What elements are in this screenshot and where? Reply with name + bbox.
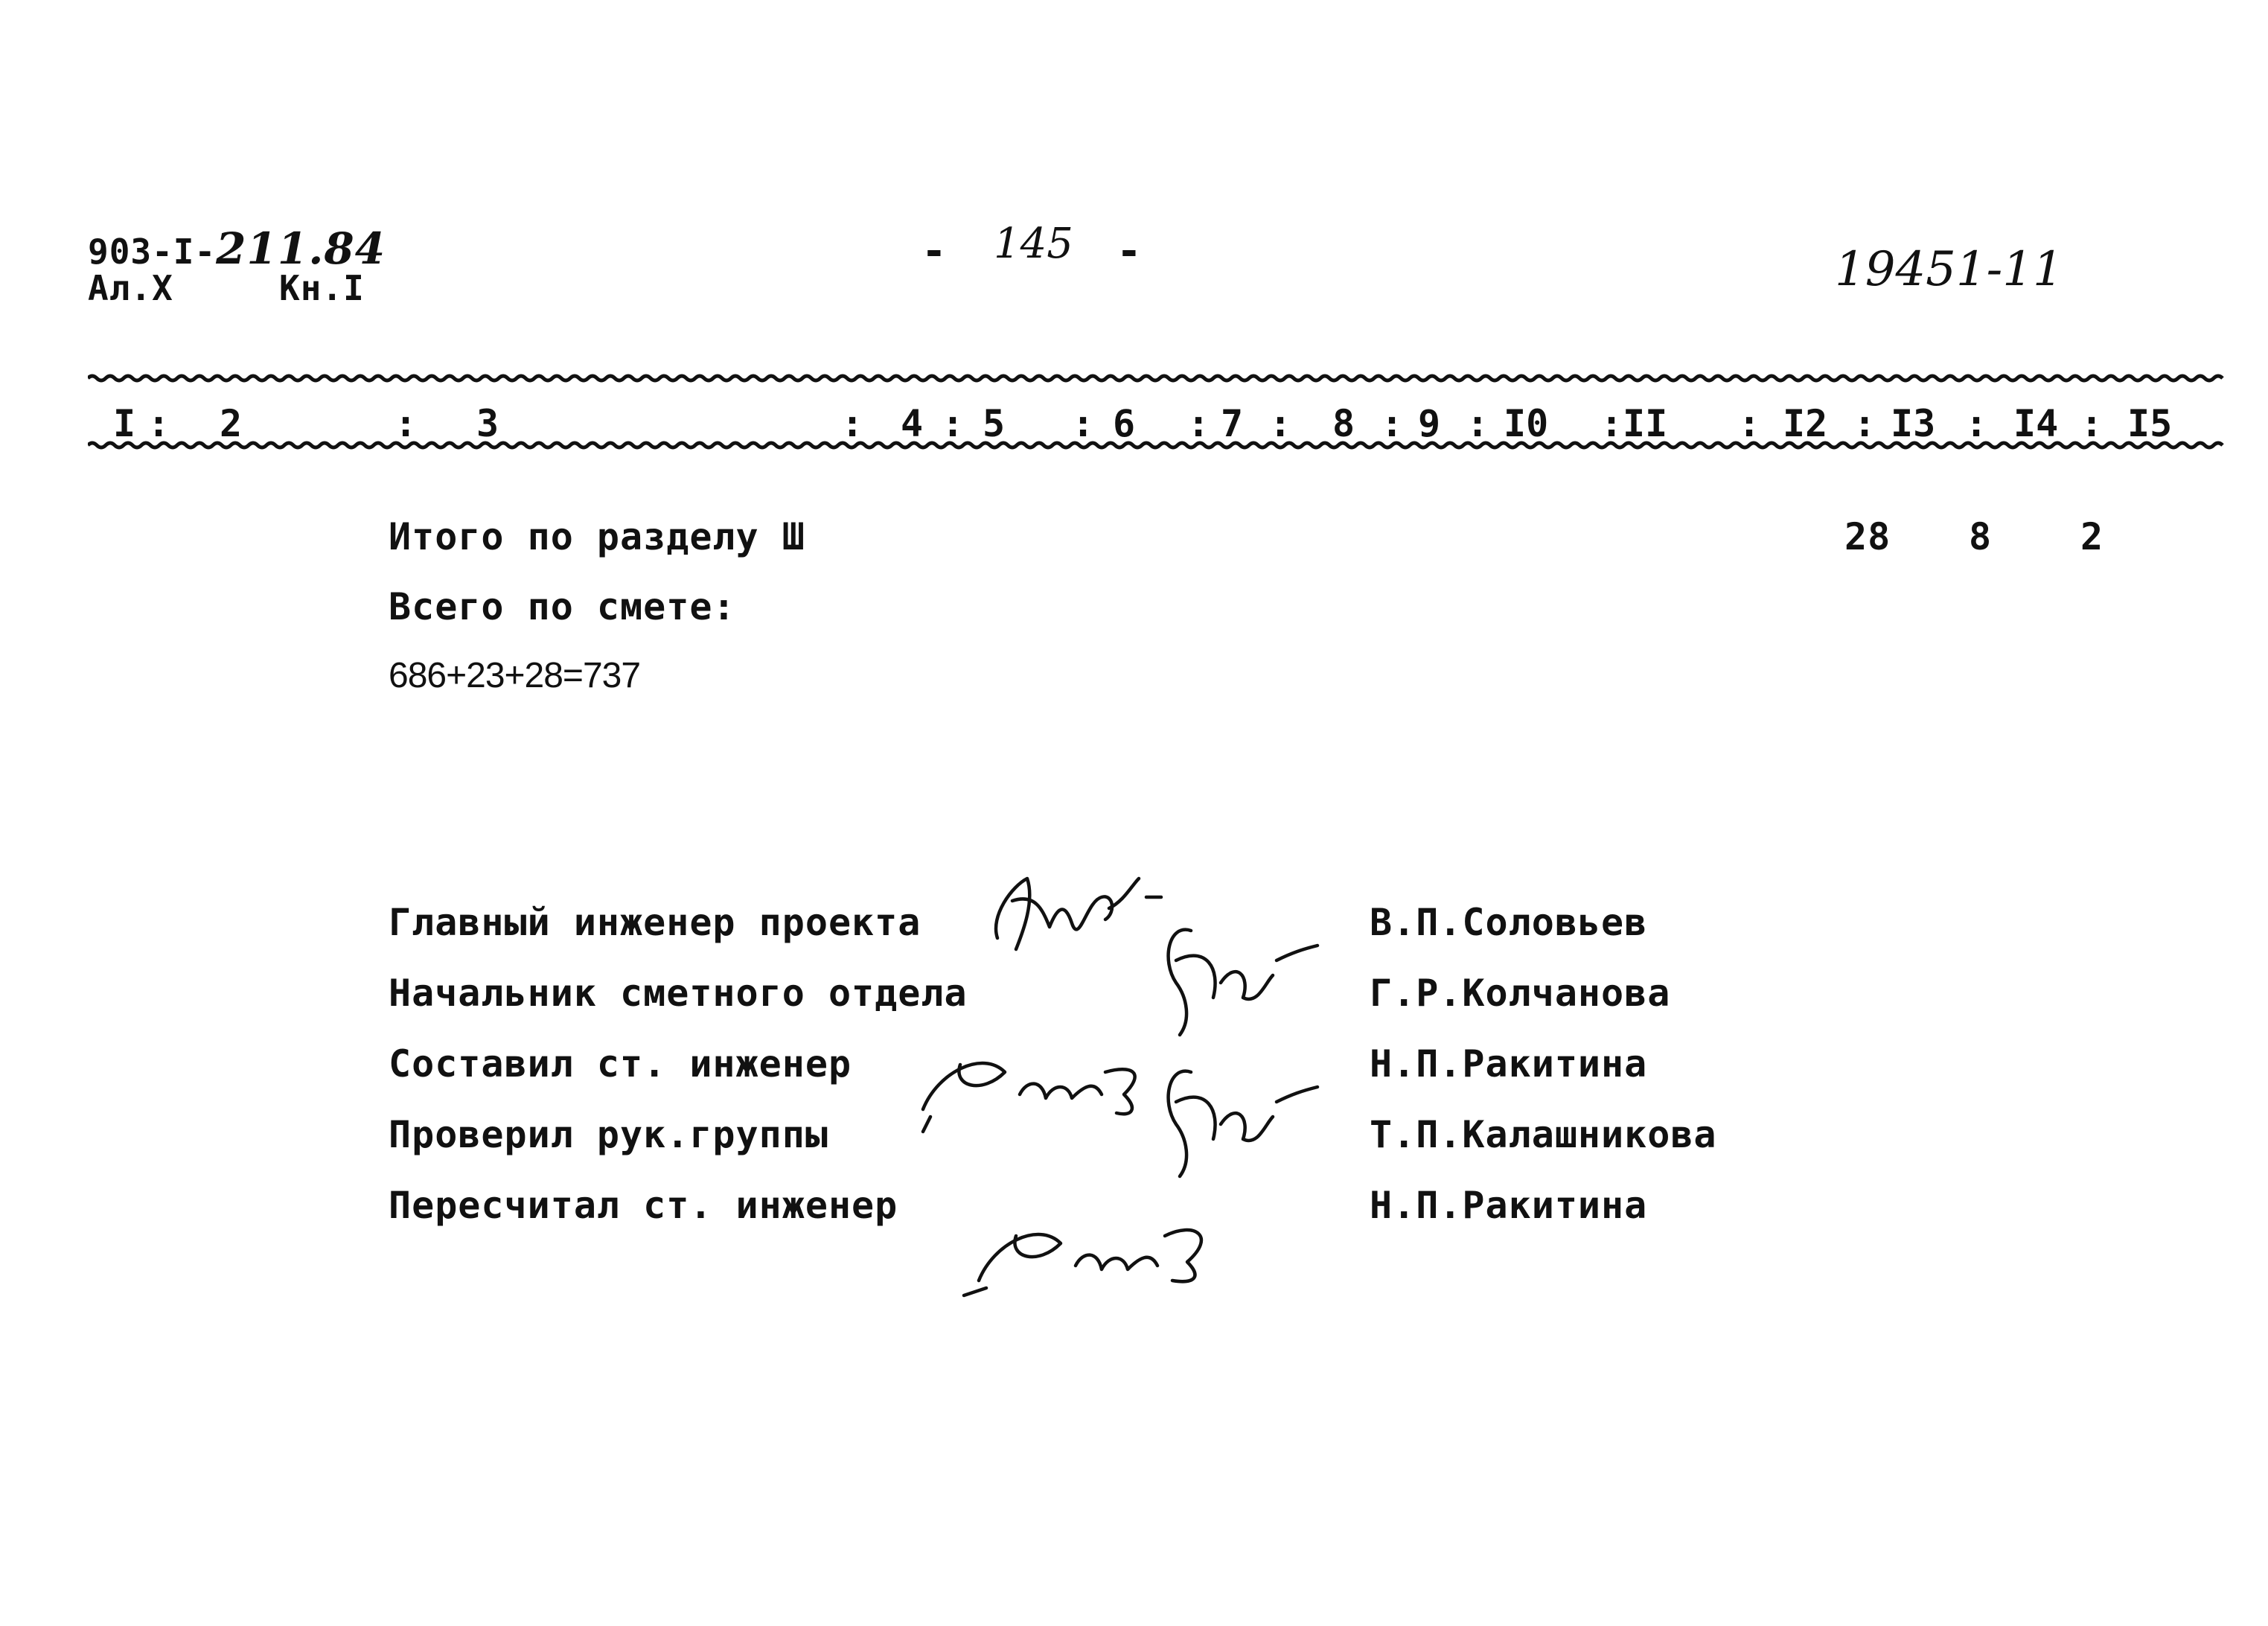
column-separator: : — [1466, 402, 1489, 445]
signatory-name: Т.П.Калашникова — [1370, 1113, 1717, 1156]
column-number: 6 — [1113, 402, 1136, 445]
section-total-value: 2 — [2080, 515, 2104, 558]
signature-mark — [1146, 1057, 1325, 1184]
column-separator: : — [2080, 402, 2104, 445]
signatory-position: Главный инженер проекта — [389, 901, 921, 944]
column-separator: : — [1381, 402, 1404, 445]
column-number: 3 — [476, 402, 499, 445]
signatory-name: В.П.Соловьев — [1370, 901, 1648, 944]
signatory-position: Пересчитал ст. инженер — [389, 1184, 898, 1227]
signatory-position: Начальник сметного отдела — [389, 972, 968, 1015]
estimate-total-formula: 686+23+28=737 — [389, 656, 641, 695]
column-number: I — [113, 402, 136, 445]
signature-mark — [908, 1027, 1176, 1139]
page-dash-left: - — [921, 227, 948, 275]
section-total-value: 8 — [1969, 515, 1993, 558]
signature-mark — [949, 1191, 1247, 1303]
column-separator: : — [1600, 402, 1623, 445]
book-label: Кн.I — [279, 268, 365, 308]
column-number: I3 — [1891, 402, 1936, 445]
column-separator: : — [942, 402, 965, 445]
column-number: I2 — [1783, 402, 1828, 445]
column-number: I5 — [2127, 402, 2173, 445]
section-total-value: 28 — [1844, 515, 1891, 558]
column-number: 5 — [983, 402, 1006, 445]
column-separator: : — [1187, 402, 1210, 445]
column-number: I0 — [1504, 402, 1549, 445]
column-number: 8 — [1332, 402, 1355, 445]
column-number: I4 — [2013, 402, 2059, 445]
page-dash-right: - — [1117, 227, 1143, 275]
column-separator: : — [1965, 402, 1988, 445]
column-separator: : — [1853, 402, 1876, 445]
column-separator: : — [1269, 402, 1292, 445]
column-separator: : — [147, 402, 170, 445]
table-bottom-rule — [88, 439, 2232, 451]
signatory-position: Составил ст. инженер — [389, 1042, 852, 1085]
column-separator: : — [1738, 402, 1761, 445]
document-code-printed: 903-I- — [88, 232, 217, 272]
document-code-handwritten: 211.84 — [216, 223, 386, 274]
signatory-name: Н.П.Ракитина — [1370, 1042, 1648, 1085]
document-code — [88, 223, 386, 274]
archive-number: 19451-11 — [1835, 242, 2063, 297]
column-number: 4 — [901, 402, 924, 445]
table-top-rule — [88, 372, 2232, 384]
column-separator: : — [841, 402, 864, 445]
signature-mark — [1146, 916, 1325, 1042]
column-separator: : — [394, 402, 418, 445]
page-number: 145 — [994, 220, 1073, 268]
column-number: 7 — [1221, 402, 1244, 445]
signatory-name: Н.П.Ракитина — [1370, 1184, 1648, 1227]
signatory-name: Г.Р.Колчанова — [1370, 972, 1671, 1015]
column-separator: : — [1072, 402, 1095, 445]
section-total-label: Итого по разделу Ш — [389, 515, 805, 558]
column-number: 9 — [1418, 402, 1441, 445]
signatory-position: Проверил рук.группы — [389, 1113, 828, 1156]
column-number: II — [1623, 402, 1668, 445]
estimate-total-label: Всего по смете: — [389, 585, 736, 628]
album-label: Ал.X — [88, 268, 173, 308]
column-number: 2 — [220, 402, 243, 445]
